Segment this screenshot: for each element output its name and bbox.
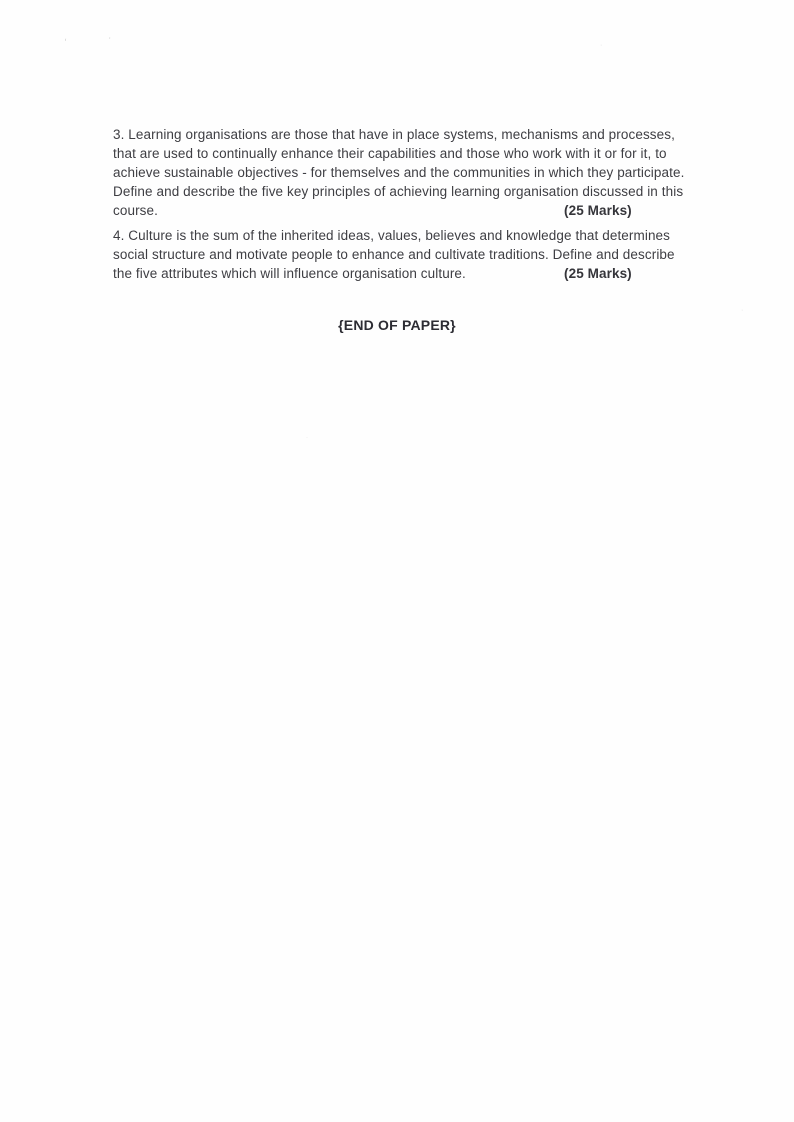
- end-of-paper-label: {END OF PAPER}: [338, 317, 456, 333]
- question-4-line: 4. Culture is the sum of the inherited ideas, values, believes and knowledge that determines: [113, 228, 671, 243]
- question-4: [113, 226, 713, 283]
- question-3-marks-label: (25 Marks): [564, 203, 632, 218]
- scan-speck: ʻ: [63, 36, 68, 48]
- scan-speck: ʹ: [109, 36, 111, 45]
- question-4-marks-label: (25 Marks): [564, 266, 632, 281]
- question-3-line: achieve sustainable objectives - for themselves and the communities in which they participate.: [113, 165, 685, 180]
- question-4-last-line: [113, 264, 713, 283]
- question-3-line-text: course.: [113, 203, 158, 218]
- question-4-line: social structure and motivate people to enhance and cultivate traditions. Define and describe: [113, 247, 675, 262]
- question-4-line-text: the five attributes which will influence organisation culture.: [113, 266, 466, 281]
- scan-speck: ·: [306, 435, 308, 441]
- question-3: [113, 125, 713, 220]
- question-3-line: Define and describe the five key principles of achieving learning organisation discussed in this: [113, 184, 684, 199]
- question-3-last-line: [113, 201, 713, 220]
- scan-speck: ·: [600, 42, 603, 49]
- question-3-line: that are used to continually enhance their capabilities and those who work with it or for it, to: [113, 146, 667, 161]
- scan-speck: ·: [741, 307, 744, 314]
- question-3-line: 3. Learning organisations are those that have in place systems, mechanisms and processes,: [113, 127, 675, 142]
